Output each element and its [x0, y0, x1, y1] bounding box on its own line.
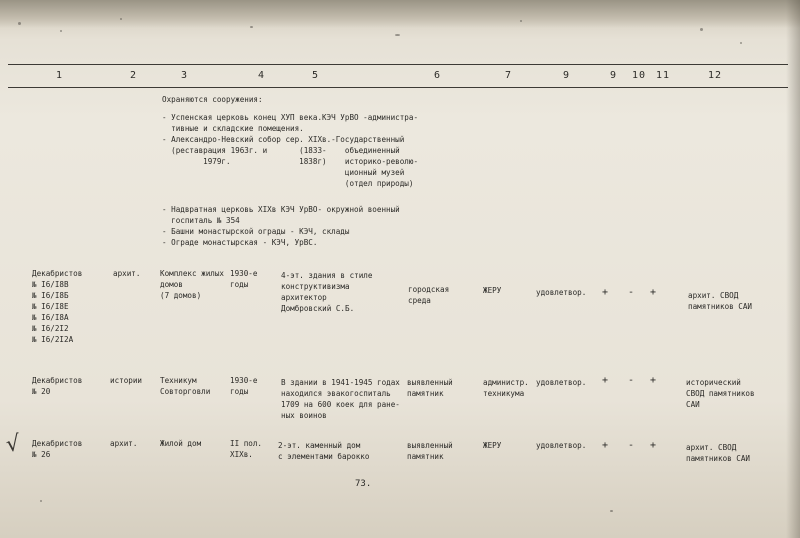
intro-line: госпиталь № 354: [162, 216, 240, 225]
col-number-5: 5: [312, 70, 320, 81]
intro-line: Охраняются сооружения:: [162, 95, 263, 104]
scan-speck: [120, 18, 122, 20]
scan-speck: [610, 510, 613, 512]
col-number-11: 11: [656, 70, 671, 81]
intro-line: тивные и складские помещения.: [162, 124, 304, 133]
header-top-rule: [8, 64, 788, 65]
row-mark-plus: +: [602, 287, 609, 298]
row-description: В здании в 1941-1945 годах находился эвакогоспиталь 1709 на 600 коек для ране- ных воинов: [281, 378, 400, 420]
row-date: 1930-е годы: [230, 269, 258, 289]
intro-line: - Ограде монастырская - КЭЧ, УрВС.: [162, 238, 318, 247]
row-mark-minus: -: [628, 287, 635, 298]
row-name: Техникум Совторговли: [160, 376, 211, 396]
row-condition: удовлетвор.: [536, 288, 587, 297]
row-date: 1930-е годы: [230, 376, 258, 396]
intro-line: (отдел природы): [162, 179, 414, 188]
row-type: истории: [110, 376, 143, 385]
row-mark-plus: +: [650, 440, 657, 451]
col-number-8: 9: [563, 70, 571, 81]
row-type: архит.: [113, 269, 141, 278]
row-type: архит.: [110, 439, 138, 448]
row-mark-plus: +: [602, 440, 609, 451]
row-description: 2-эт. каменный дом с элементами барокко: [278, 441, 370, 461]
intro-line: - Александро-Невский собор сер. XIXв.-Государственный: [162, 135, 405, 144]
intro-line: 1979г. 1838г) историко-револю-: [162, 157, 419, 166]
row-mark-plus: +: [602, 375, 609, 386]
col-number-9: 9: [610, 70, 618, 81]
col-number-2: 2: [130, 70, 138, 81]
col-number-12: 12: [708, 70, 723, 81]
row-reference: архит. СВОД памятников САИ: [688, 291, 753, 311]
row-reference: архит. СВОД памятников САИ: [686, 443, 751, 463]
row-owner: ЖЕРУ: [483, 286, 502, 295]
col-number-7: 7: [505, 70, 513, 81]
scan-speck: [40, 500, 42, 502]
intro-line: - Башни монастырской ограды - КЭЧ, склады: [162, 227, 350, 236]
scan-speck: [250, 26, 253, 28]
intro-line: ционный музей: [162, 168, 405, 177]
row-address: Декабристов № I6/I8В № I6/I8Б № I6/I8Е № I6/I8А № I6/2I2 № I6/2I2А: [32, 269, 83, 344]
scan-speck: [18, 22, 21, 25]
intro-line: - Успенская церковь конец ХУП века.КЭЧ УрВО -администра-: [162, 113, 419, 122]
col-number-6: 6: [434, 70, 442, 81]
page-number: 73.: [355, 479, 372, 489]
header-bottom-rule: [8, 87, 788, 88]
row-condition: удовлетвор.: [536, 441, 587, 450]
row-status: городская среда: [408, 285, 450, 305]
intro-line: - Надвратная церковь XIXв КЭЧ УрВО- окружной военный: [162, 205, 400, 214]
col-number-1: 1: [56, 70, 64, 81]
handwritten-check-mark-icon: √: [4, 431, 22, 458]
row-address: Декабристов № 26: [32, 439, 83, 459]
row-owner: администр. техникума: [483, 378, 529, 398]
row-status: выявленный памятник: [407, 441, 453, 461]
scan-speck: [700, 28, 703, 31]
row-mark-plus: +: [650, 375, 657, 386]
scan-right-edge: [786, 0, 800, 538]
scan-speck: [520, 20, 522, 22]
col-number-4: 4: [258, 70, 266, 81]
scan-speck: [395, 34, 400, 36]
row-status: выявленный памятник: [407, 378, 453, 398]
col-number-3: 3: [181, 70, 189, 81]
intro-line: (реставрация 1963г. и (1833- объединенный: [162, 146, 400, 155]
row-date: II пол. XIXв.: [230, 439, 263, 459]
col-number-10: 10: [632, 70, 647, 81]
row-mark-plus: +: [650, 287, 657, 298]
row-name: Жилой дом: [160, 439, 202, 448]
row-reference: исторический СВОД памятников САИ: [686, 378, 755, 409]
scan-speck: [740, 42, 742, 44]
row-description: 4-эт. здания в стиле конструктивизма архитектор Домбровский С.Б.: [281, 271, 373, 313]
row-mark-minus: -: [628, 440, 635, 451]
row-name: Комплекс жилых домов (7 домов): [160, 269, 225, 300]
row-condition: удовлетвор.: [536, 378, 587, 387]
scan-top-shadow: [0, 0, 800, 28]
row-address: Декабристов № 20: [32, 376, 83, 396]
scan-speck: [60, 30, 62, 32]
row-owner: ЖЕРУ: [483, 441, 502, 450]
row-mark-minus: -: [628, 375, 635, 386]
